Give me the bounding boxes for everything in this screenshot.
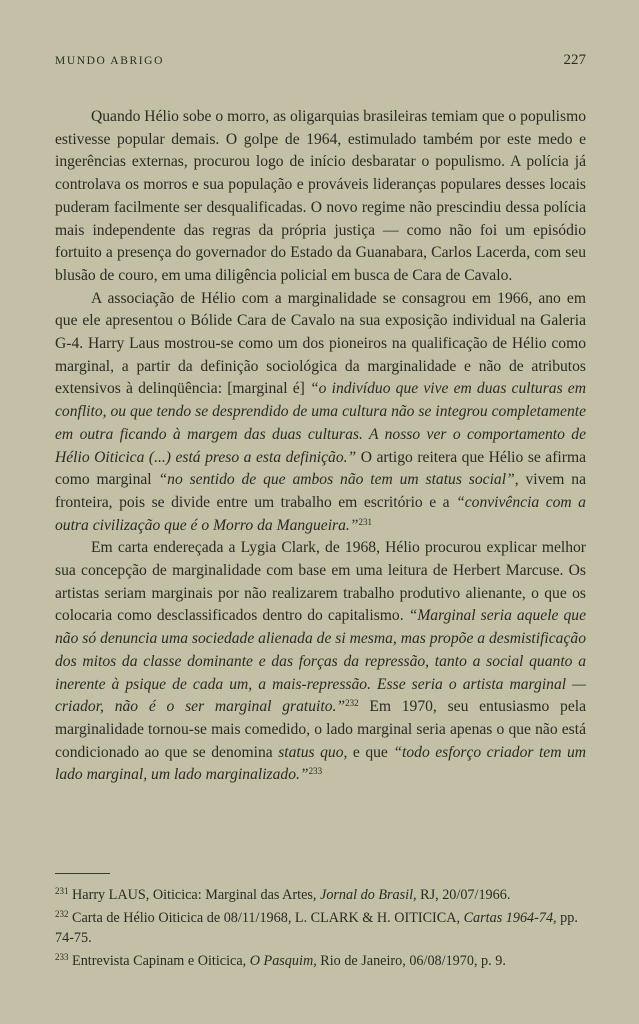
footnote-number: 233 — [55, 952, 69, 962]
paragraph-text: O artigo reitera que Hélio se afirma como marginal — [55, 448, 586, 489]
body-text — [55, 106, 586, 787]
footnote-number: 232 — [55, 909, 69, 919]
footnote-233 — [55, 951, 586, 971]
quotation: “no sentido de que ambos não tem um status social” — [158, 471, 515, 489]
footnote-ref-232: 232 — [345, 698, 359, 709]
footnote-text: , pp. 74-75. — [55, 910, 578, 946]
footnote-title: Cartas 1964-74 — [463, 910, 554, 926]
footnote-number: 231 — [55, 886, 69, 896]
italic-term: status quo — [278, 743, 344, 761]
paragraph-text: Em 1970, seu entusiasmo pela marginalidade tornou-se mais comedido, o lado marginal seria apenas o que não está condicionado ao que se denomina — [55, 698, 587, 761]
page-number: 227 — [563, 52, 586, 68]
footnotes — [55, 885, 586, 974]
footnote-text: Carta de Hélio Oiticica de 08/11/1968, L. CLARK & H. OITICICA, — [72, 910, 464, 926]
quotation: “todo esforço criador tem um lado marginal, um lado marginalizado.” — [55, 743, 587, 784]
page-header — [55, 52, 586, 69]
paragraph-2 — [55, 288, 586, 538]
paragraph-text: , e que — [343, 743, 394, 761]
footnote-divider — [55, 873, 110, 874]
quotation: “o indivíduo que vive em duas culturas em conflito, ou que tendo se desprendido de uma cultura não se integrou completamente em outra ficando à margem das duas culturas. A nosso ver o comportamento de Hélio Oiticica (...) está preso a esta definição.” — [55, 380, 586, 466]
footnote-text: Entrevista Capinam e Oiticica, — [72, 953, 250, 969]
footnote-231 — [55, 885, 586, 905]
footnote-title: Jornal do Brasil — [320, 887, 414, 903]
paragraph-1: Quando Hélio sobe o morro, as oligarquias brasileiras temiam que o populismo estivesse popular demais. O golpe de 1964, estimulado também por este medo e ingerências externas, procurou logo de início desbaratar o populismo. A polícia já controlava os morros e sua população e prováveis lideranças populares desses locais puderam facilmente ser desqualificadas. O novo regime não prescindiu dessa polícia mais independente das regras da própria justiça — como não foi um episódio fortuito a presença do governador do Estado da Guanabara, Carlos Lacerda, com seu blusão de couro, em uma diligência policial em busca de Cara de Cavalo. — [55, 108, 586, 284]
paragraph-3 — [55, 537, 586, 787]
footnote-232 — [55, 908, 586, 948]
quotation: “Marginal seria aquele que não só denuncia uma sociedade alienada de si mesma, mas propõe a desmistificação dos mitos da classe dominante e das forças da repressão, tanto a social quanto a inerente à psique de cada um, a mais-repressão. Esse seria o artista marginal — criador, não é o ser marginal gratuito.” — [55, 607, 586, 716]
running-head: MUNDO ABRIGO — [55, 55, 164, 67]
quotation: “convivência com a outra civilização que é o Morro da Mangueira.” — [55, 493, 586, 534]
footnote-text: , Rio de Janeiro, 06/08/1970, p. 9. — [313, 953, 506, 969]
footnote-text: Harry LAUS, Oiticica: Marginal das Artes, — [72, 887, 321, 903]
paragraph-text: Em carta endereçada a Lygia Clark, de 1968, Hélio procurou explicar melhor sua concepção de marginalidade com base em uma leitura de Herbert Marcuse. Os artistas seriam marginais por não realizarem trabalho produtivo alienante, o que os colocaria como desclassificados dentro do capitalismo. — [55, 539, 586, 625]
footnote-text: , RJ, 20/07/1966. — [413, 887, 511, 903]
footnote-ref-231: 231 — [358, 516, 372, 527]
footnote-ref-233: 233 — [308, 766, 323, 777]
paragraph-text: , vivem na fronteira, pois se divide entre um trabalho em escritório e a — [55, 471, 586, 511]
footnote-title: O Pasquim — [249, 953, 314, 969]
paragraph-text: A associação de Hélio com a marginalidade se consagrou em 1966, ano em que ele apresentou o Bólide Cara de Cavalo na sua exposição individual na Galeria G-4. Harry Laus mostrou-se como um dos pioneiros na qualificação de Hélio como marginal, a partir da definição sociológica da marginalidade e não de atributos extensivos à delinqüência: [marginal é] — [55, 289, 586, 398]
